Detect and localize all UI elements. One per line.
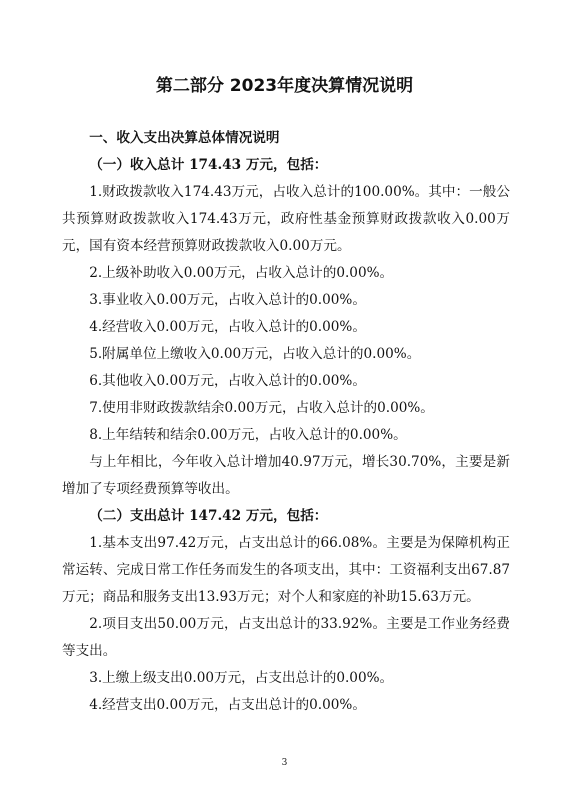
income-paragraph: 7.使用非财政拨款结余0.00万元，占收入总计的0.00%。 xyxy=(89,400,434,416)
income-paragraph: 1.财政拨款收入174.43万元，占收入总计的100.00%。其中：一般公共预算财政拨款收入174.43万元，政府性基金预算财政拨款收入0.00万元，国有资本经营预算财政拨款收入0.00万元。 xyxy=(62,184,510,254)
income-comparison-paragraph: 与上年相比，今年收入总计增加40.97万元，增长30.70%，主要是新增加了专项经费预算等收出。 xyxy=(62,454,510,497)
income-paragraph: 3.事业收入0.00万元，占收入总计的0.00%。 xyxy=(89,292,366,308)
income-heading: （一）收入总计 174.43 万元，包括： xyxy=(89,157,328,173)
expenditure-paragraph: 1.基本支出97.42万元，占支出总计的66.08%。主要是为保障机构正常运转、完成日常工作任务而发生的各项支出，其中：工资福利支出67.87万元；商品和服务支出13.93万元；对个人和家庭的补助15.63万元。 xyxy=(62,535,510,605)
income-paragraph: 8.上年结转和结余0.00万元，占收入总计的0.00%。 xyxy=(89,427,407,443)
expenditure-paragraph: 3.上缴上级支出0.00万元，占支出总计的0.00%。 xyxy=(89,670,394,686)
income-paragraph: 2.上级补助收入0.00万元，占收入总计的0.00%。 xyxy=(89,265,394,281)
expenditure-paragraph: 4.经营支出0.00万元，占支出总计的0.00%。 xyxy=(89,697,366,713)
page-title: 第二部分 2023年度决算情况说明 xyxy=(155,76,414,96)
page-number: 3 xyxy=(281,758,288,768)
income-paragraph: 6.其他收入0.00万元，占收入总计的0.00%。 xyxy=(89,373,366,389)
section-heading: 一、收入支出决算总体情况说明 xyxy=(89,130,280,146)
expenditure-heading: （二）支出总计 147.42 万元，包括： xyxy=(89,508,328,524)
income-paragraph: 5.附属单位上缴收入0.00万元，占收入总计的0.00%。 xyxy=(89,346,421,362)
expenditure-paragraph: 2.项目支出50.00万元，占支出总计的33.92%。主要是工作业务经费等支出。 xyxy=(62,616,510,659)
income-paragraph: 4.经营收入0.00万元，占收入总计的0.00%。 xyxy=(89,319,366,335)
document-body xyxy=(62,125,510,719)
